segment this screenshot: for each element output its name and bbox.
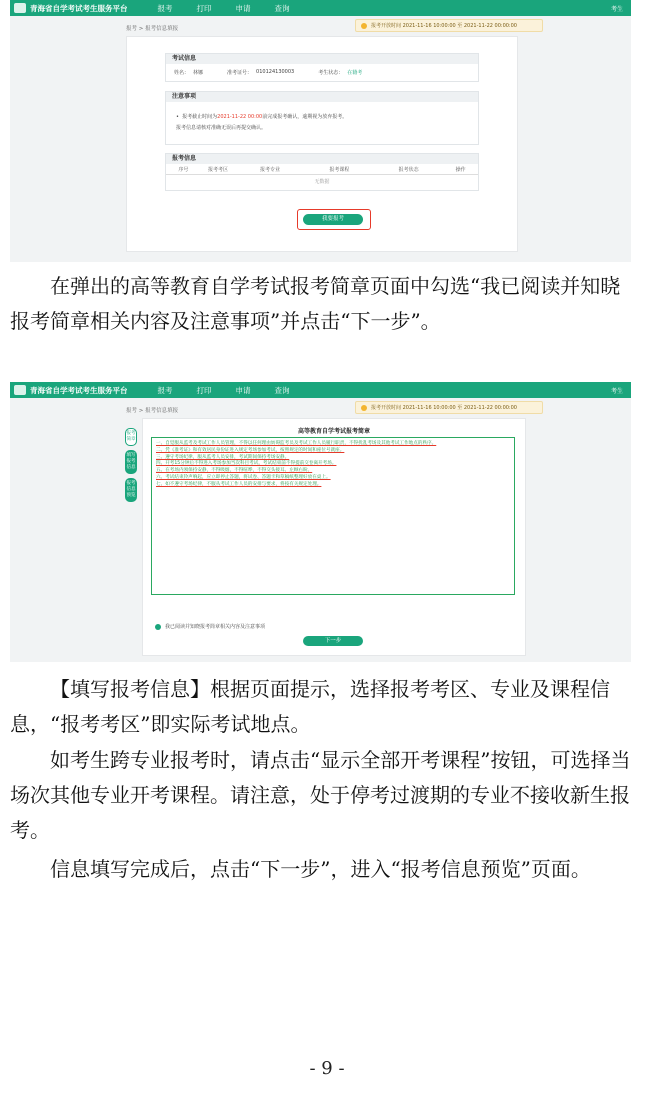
table-header-row: 序号 报考考区 报考专业 报考课程 报考状态 操作 [166,164,478,175]
user-menu[interactable]: 考生 [610,5,623,13]
id-value: 010124130003 [256,69,295,75]
exam-info-heading: 考试信息 [166,54,478,64]
rule-item: 四、开考15分钟后不得进入考场参加当次科目考试，考试结束前不得提前交卷离开考场。 [156,461,337,467]
app-title: 青海省自学考试考生服务平台 [30,3,128,13]
nav-query[interactable]: 查询 [274,3,290,13]
page-number: - 9 - [309,1058,345,1079]
agree-row[interactable] [155,623,265,630]
notes-section [165,91,479,145]
status-value: 在籍考 [347,70,363,76]
nav-apply[interactable]: 报考 [157,385,173,395]
nav-request[interactable]: 申请 [235,3,251,13]
note-item: 报考信息请核对准确无误后再提交确认。 [176,125,267,131]
user-menu[interactable]: 考生 [610,387,623,395]
paragraph-3: 如考生跨专业报考时，请点击“显示全部开考课程”按钮，可选择当场次其他专业开考课程。请注意，处于停考过渡期的专业不接收新生报考。 [10,748,631,842]
warning-icon [361,405,367,411]
rule-item: 二、凭《准考证》和有效居民身份证进入规定考场参加考试，按照规定的时间和座位号就座。 [156,447,345,453]
paragraph-2: 【填写报考信息】根据页面提示，选择报考考区、专业及课程信息，“报考考区”即实际考试地点。 [10,677,610,736]
notes-heading: 注意事项 [166,92,478,102]
nav-request[interactable]: 申请 [235,385,251,395]
breadcrumb: 报考 > 报考信息填报 [126,26,179,32]
app-logo-icon [14,3,26,13]
rule-item: 一、自觉服从监考及考试工作人员管理，不得以任何理由妨碍监考员及考试工作人员履行职责，不得扰乱考场及其他考试工作地点的秩序。 [156,441,437,446]
step-1: 报考简章 [125,428,137,446]
id-label: 准考证号： [227,70,253,76]
notice-banner: 报考开放时间 2021-11-16 10:00:00 至 2021-11-22 00:00:00 [355,401,543,414]
paragraph-1: 在弹出的高等教育自学考试报考简章页面中勾选“我已阅读并知晓报考简章相关内容及注意事项”并点击“下一步”。 [10,274,621,333]
step-indicator [125,428,139,506]
apply-table-section [165,153,479,191]
warning-icon [361,23,367,29]
step-3: 报考信息预览 [125,478,137,502]
guide-card [142,418,526,656]
exam-info-section [165,53,479,82]
step-2: 填写报考信息 [125,450,137,474]
guide-content [151,437,515,595]
breadcrumb: 报考 > 报考信息填报 [126,408,179,414]
app-header: 青海省自学考试考生服务平台 报考 打印 申请 查询 考生 [10,382,631,398]
note-item: • 报考截止时间为2021-11-22 00:00前完成报考确认，逾期视为放弃报考。 [176,114,348,120]
paragraph-4: 信息填写完成后，点击“下一步”，进入“报考信息预览”页面。 [50,857,591,881]
status-label: 考生状态： [318,70,344,76]
notice-banner [355,19,543,32]
nav-query[interactable]: 查询 [274,385,290,395]
rule-item: 三、遵守考场纪律，服从监考人员安排，考试期间保持考场安静。 [156,454,290,460]
agree-label: 我已阅读并知晓报考简章相关内容及注意事项 [165,624,266,630]
screenshot-apply-guide [10,382,631,662]
table-empty: 无数据 [314,179,330,185]
screenshot-fill-info [10,0,631,262]
table-heading: 报考信息 [166,154,478,164]
name-label: 姓名： [174,70,190,76]
rule-item: 七、如不遵守考场纪律，不服从考试工作人员的安排与要求，将按有关规定处理。 [156,481,322,487]
main-card [126,36,518,252]
next-button[interactable]: 下一步 [303,636,363,646]
notice-text: 报考开放时间 2021-11-16 10:00:00 至 2021-11-22 00:00:00 [371,23,517,29]
checkbox-checked-icon[interactable] [155,624,161,630]
apply-button[interactable]: 我要报考 [303,214,363,225]
app-logo-icon [14,385,26,395]
rule-item: 五、在考场内须保持安静，不得吸烟，不得喧哗，不得交头接耳、左顾右盼。 [156,468,313,474]
nav-print[interactable]: 打印 [196,3,212,13]
nav-print[interactable]: 打印 [196,385,212,395]
guide-title: 高等教育自学考试报考简章 [297,428,370,435]
name-value: 林娜 [193,70,204,76]
rule-item: 六、考试结束铃声响起，应立即停止答题，将试卷、答题卡和草稿纸整理好放在桌上。 [156,474,331,480]
nav-apply[interactable]: 报考 [157,3,173,13]
app-header [10,0,631,16]
